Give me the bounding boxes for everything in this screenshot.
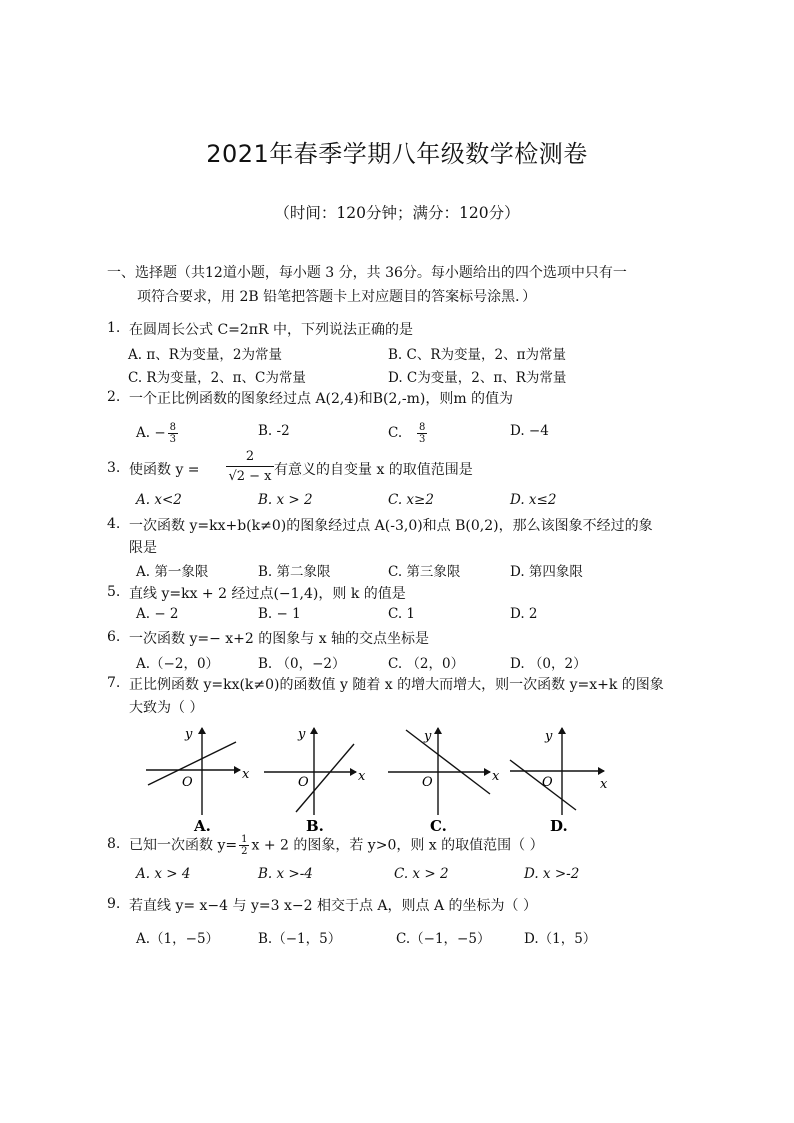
section-instruction-line1: 一、选择题（共12道小题，每小题 3 分，共 36分。每小题给出的四个选项中只有一	[107, 265, 627, 281]
function-line	[406, 730, 490, 794]
option-a	[136, 422, 180, 445]
question-text: 若直线 y= x−4 与 y=3 x−2 相交于点 A，则点 A 的坐标为（ ）	[129, 898, 537, 914]
graph-c	[388, 728, 500, 835]
option-d: D. （0，2）	[510, 656, 587, 672]
question-text-line1: 一次函数 y=kx+b(k≠0)的图象经过点 A(-3,0)和点 B(0,2)，那么该图象不经过的象	[129, 518, 653, 534]
option-c: C. （2，0）	[388, 656, 465, 672]
option-b: B. C、R为变量，2、π为常量	[388, 347, 566, 363]
option-c	[388, 422, 429, 445]
x-axis-label: x	[600, 777, 608, 792]
graph-b	[264, 727, 366, 835]
graph-label: D.	[550, 817, 568, 835]
option-c: C.（−1，−5）	[396, 931, 491, 947]
question-text-line2: 大致为（ ）	[129, 700, 204, 716]
question-text: 在圆周长公式 C=2πR 中，下列说法正确的是	[129, 322, 413, 338]
question-text: 直线 y=kx + 2 经过点(−1,4)，则 k 的值是	[129, 586, 406, 602]
option-a: A. π、R为变量，2为常量	[128, 347, 282, 363]
origin-label: O	[182, 775, 193, 790]
y-axis-label: y	[298, 727, 306, 742]
graph-d	[510, 728, 608, 835]
graph-options	[138, 720, 618, 838]
option-a: A. − 2	[136, 606, 179, 622]
option-label: A. −	[136, 425, 166, 441]
fraction: $\frac{1}{2}$	[241, 834, 248, 857]
question-number: 5.	[107, 584, 121, 600]
question-text-post: 有意义的自变量 x 的取值范围是	[274, 462, 473, 478]
x-axis-label: x	[242, 767, 250, 782]
question-text-pre: 已知一次函数 y=	[129, 837, 238, 854]
option-b: B. -2	[258, 423, 290, 439]
x-axis-label: x	[492, 769, 500, 784]
option-c: C. 1	[388, 606, 416, 622]
question-number: 4.	[107, 516, 121, 532]
option-d: D.（1，5）	[524, 931, 597, 947]
question-text-post: x + 2 的图象，若 y>0，则 x 的取值范围（ ）	[251, 837, 544, 854]
question-text: 一次函数 y=− x+2 的图象与 x 轴的交点坐标是	[129, 631, 430, 647]
exam-subtitle: （时间：120分钟；满分：120分）	[274, 204, 520, 222]
option-a: A.（−2，0）	[136, 656, 220, 672]
origin-label: O	[542, 775, 553, 790]
option-d: D. 第四象限	[510, 564, 583, 580]
option-d: D. x≤2	[510, 492, 557, 508]
graph-label: A.	[194, 817, 211, 835]
x-axis-label: x	[358, 769, 366, 784]
question-text: 一个正比例函数的图象经过点 A(2,4)和B(2,-m)，则m 的值为	[129, 391, 514, 407]
question-number: 3.	[107, 460, 121, 476]
y-axis-label: y	[424, 729, 432, 744]
option-b: B. − 1	[258, 606, 301, 622]
graph-label: C.	[430, 817, 447, 835]
question-number: 9.	[107, 896, 121, 912]
y-axis-label: y	[545, 729, 553, 744]
option-b: B. x > 2	[258, 492, 313, 508]
y-axis-label: y	[185, 727, 193, 742]
option-b: B. x >-4	[258, 866, 313, 882]
question-number: 7.	[107, 675, 121, 691]
question-number: 6.	[107, 629, 121, 645]
origin-label: O	[298, 775, 309, 790]
question-text-pre: 使函数 y =	[129, 462, 200, 478]
question-text-line1: 正比例函数 y=kx(k≠0)的函数值 y 随着 x 的增大而增大，则一次函数 y=x+k 的图象	[129, 677, 664, 693]
exam-title: 2021年春季学期八年级数学检测卷	[206, 140, 588, 168]
option-c: C. x > 2	[394, 866, 449, 882]
option-a: A. x<2	[136, 492, 182, 508]
option-b: B. 第二象限	[258, 564, 331, 580]
question-number: 8.	[107, 836, 121, 852]
fraction: $\frac{8}{3}$	[419, 422, 426, 445]
option-c: C. 第三象限	[388, 564, 461, 580]
option-b: B.（−1，5）	[258, 931, 342, 947]
option-label: C.	[388, 425, 403, 441]
option-d: D. x >-2	[524, 866, 580, 882]
origin-label: O	[422, 775, 433, 790]
option-a: A.（1，−5）	[136, 931, 220, 947]
fraction: $\frac{8}{3}$	[169, 422, 177, 445]
option-d: D. C为变量，2、π、R为常量	[388, 370, 567, 386]
option-d: D. 2	[510, 606, 538, 622]
option-b: B. （0，−2）	[258, 656, 346, 672]
graph-label: B.	[306, 817, 324, 835]
graph-a	[146, 727, 250, 835]
option-a: A. x > 4	[136, 866, 191, 882]
question-number: 1.	[107, 320, 121, 336]
option-a: A. 第一象限	[136, 564, 209, 580]
question-number: 2.	[107, 389, 121, 405]
question-text-line2: 限是	[129, 540, 157, 556]
option-d: D. −4	[510, 423, 549, 439]
question-text	[129, 834, 544, 857]
section-instruction-line2: 项符合要求，用 2B 铅笔把答题卡上对应题目的答案标号涂黑．）	[137, 289, 537, 305]
fraction: 2 √2 − x	[226, 449, 274, 484]
option-c: C. R为变量，2、π、C为常量	[128, 370, 306, 386]
option-c: C. x≥2	[388, 492, 434, 508]
